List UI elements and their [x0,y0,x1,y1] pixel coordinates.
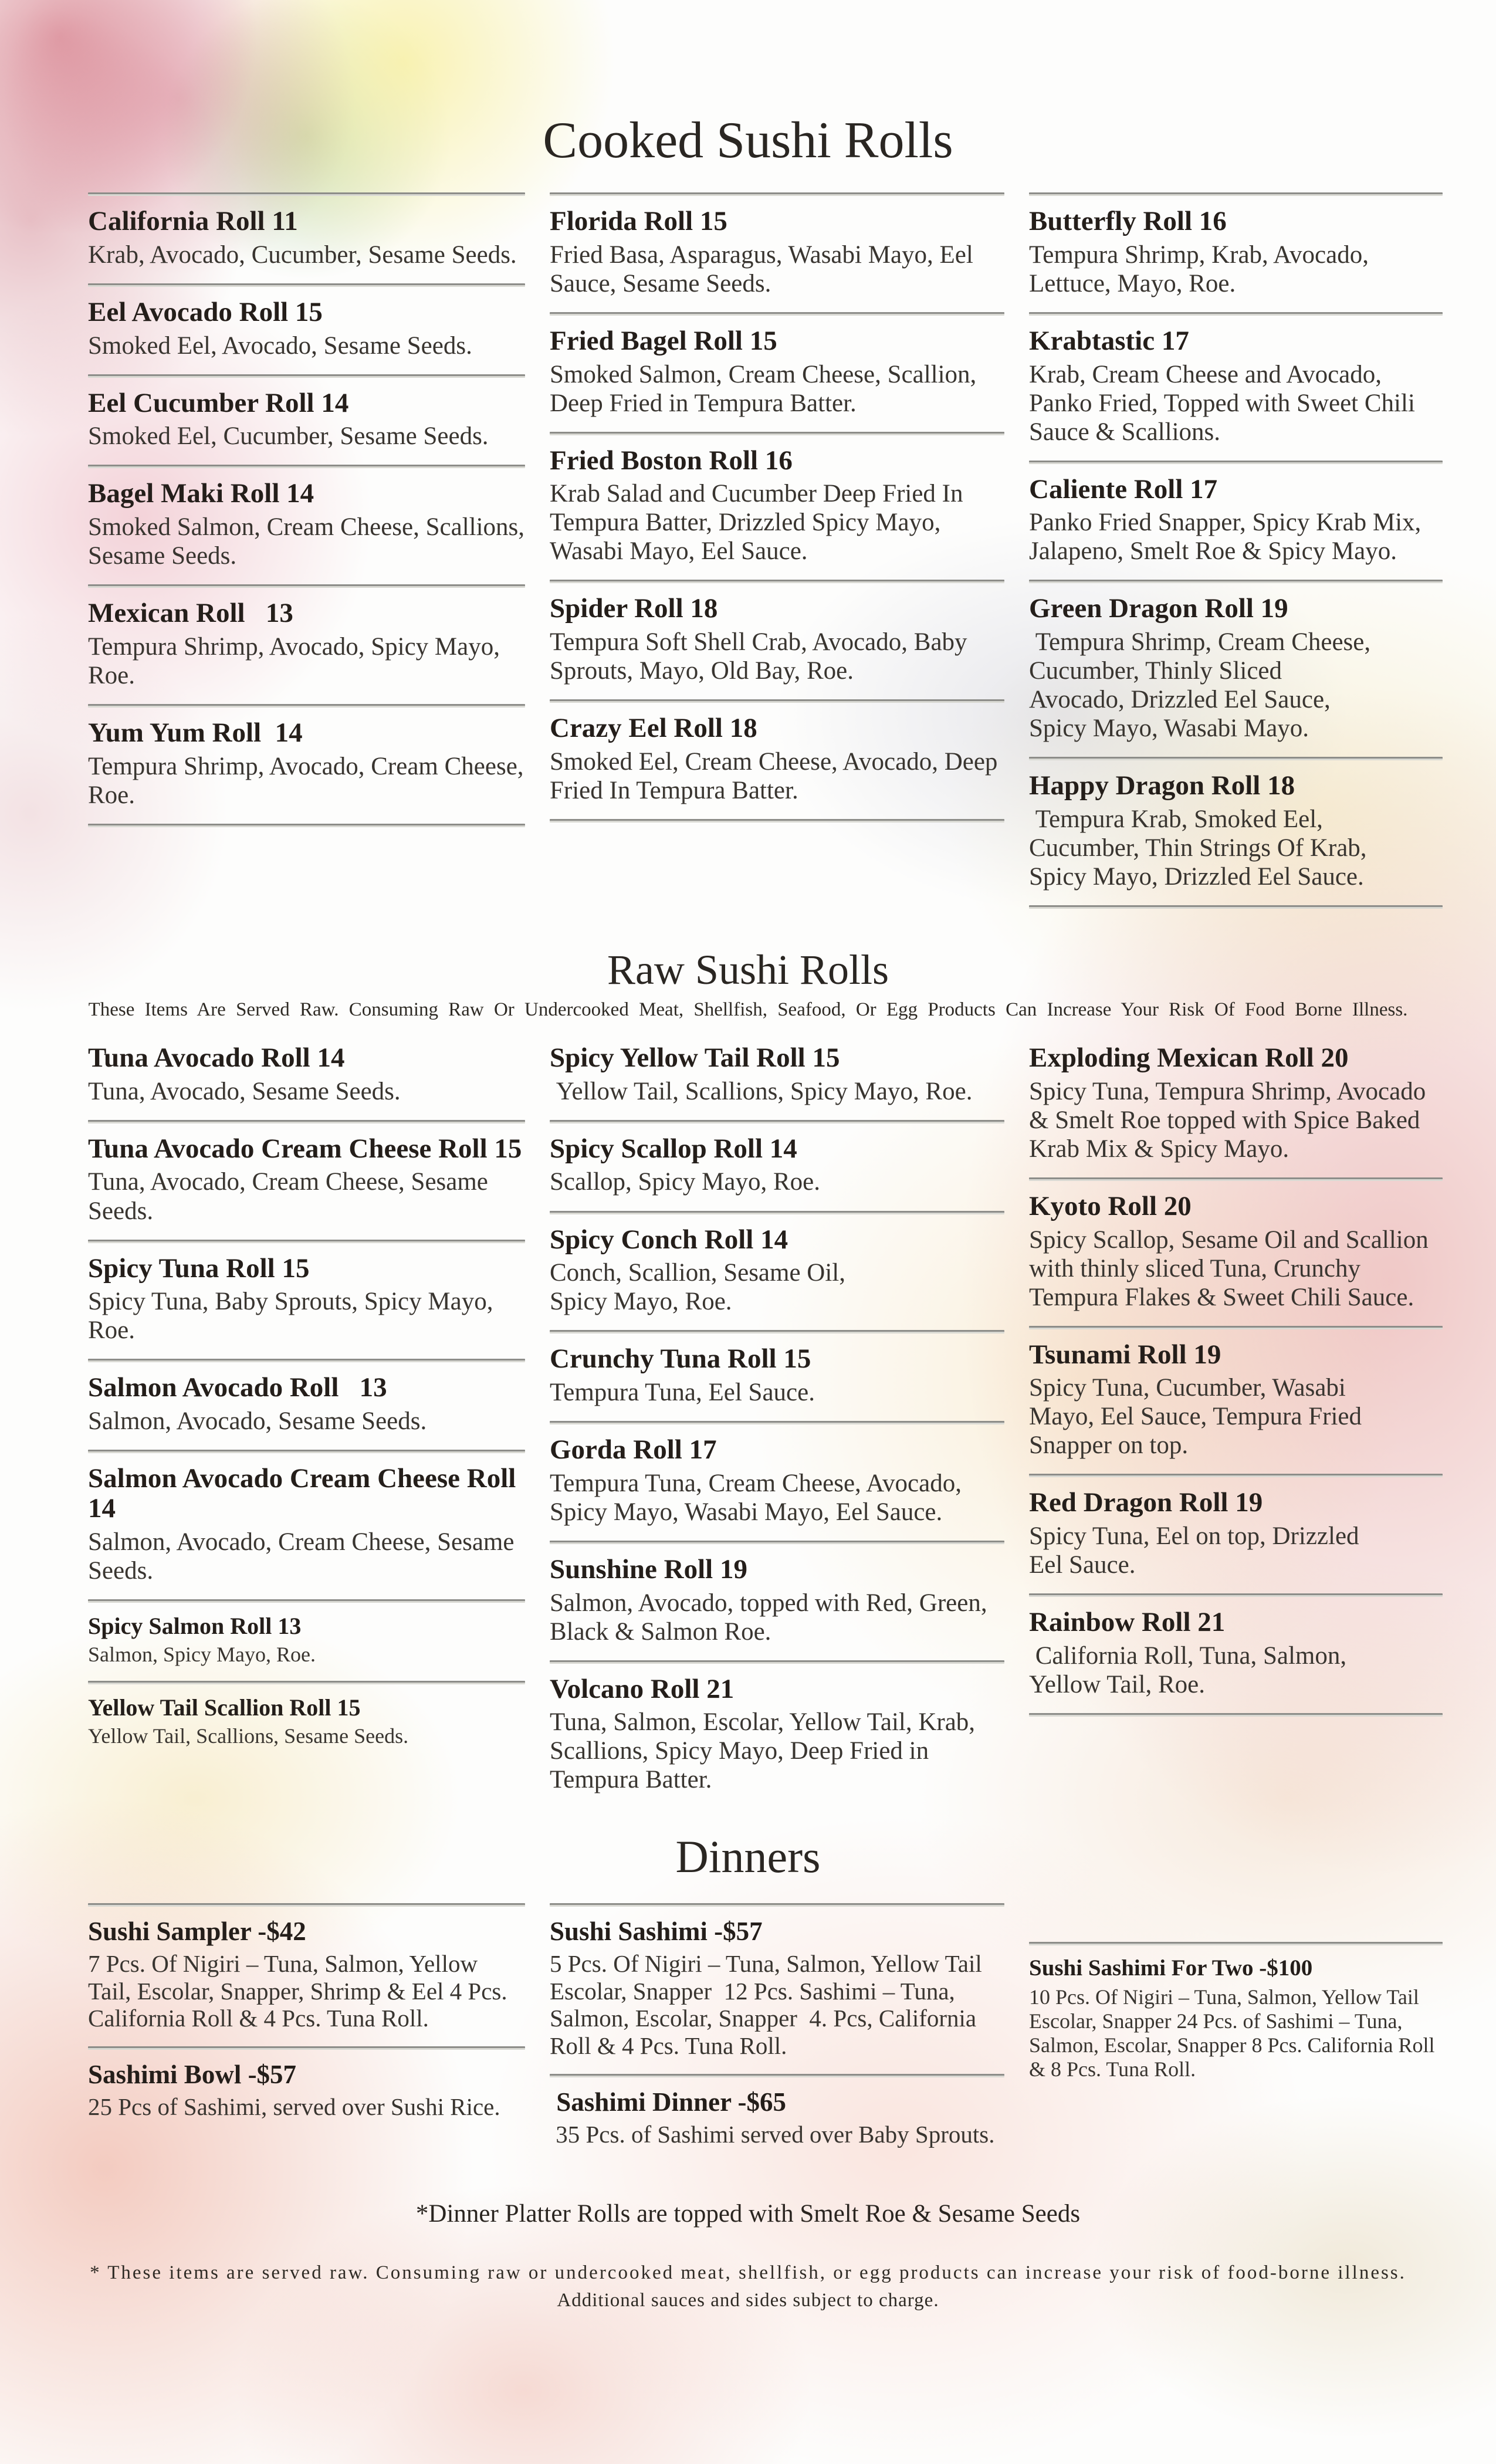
item-name: Sushi Sashimi -$57 [550,1917,763,1947]
item-desc: Tempura Shrimp, Cream Cheese, Cucumber, Thinly Sliced Avocado, Drizzled Eel Sauce, Spicy Mayo, Wasabi Mayo. [1029,628,1371,743]
raw-col-3 [1029,1042,1443,1726]
menu-item [88,1694,525,1751]
divider [1029,312,1443,316]
menu-item [550,1343,1004,1409]
menu-item [88,2059,525,2123]
item-desc: Tempura Shrimp, Krab, Avocado, Lettuce, Mayo, Roe. [1029,241,1369,297]
item-name: Spicy Tuna Roll 15 [88,1253,310,1284]
item-name: Tuna Avocado Roll 14 [88,1042,345,1073]
cooked-col-3 [1029,192,1443,918]
menu-item [550,1673,1004,1797]
item-name: Eel Cucumber Roll 14 [88,387,349,418]
divider [88,283,525,287]
divider [1029,1177,1443,1181]
divider [550,1421,1004,1424]
raw-section-title: Raw Sushi Rolls [607,946,889,993]
item-desc: Salmon, Avocado, Cream Cheese, Sesame Seeds. [88,1528,515,1585]
divider [88,704,525,708]
item-name: Sushi Sampler -$42 [88,1917,306,1947]
item-desc: Spicy Tuna, Cucumber, Wasabi Mayo, Eel Sauce, Tempura Fried Snapper on top. [1029,1374,1362,1460]
menu-item [550,1042,1004,1108]
item-name: Red Dragon Roll 19 [1029,1487,1263,1518]
item-desc: Tuna, Avocado, Cream Cheese, Sesame Seeds. [88,1168,488,1225]
item-desc: Conch, Scallion, Sesame Oil, Spicy Mayo, Roe. [550,1259,845,1316]
menu-item [1029,1339,1443,1463]
menu-item [1029,325,1443,449]
item-name: Spider Roll 18 [550,593,718,624]
cooked-col-1 [88,192,525,837]
item-desc: Spicy Tuna, Baby Sprouts, Spicy Mayo, Roe. [88,1288,493,1345]
divider [88,374,525,378]
footnote-raw-warning: * These items are served raw. Consuming raw or undercooked meat, shellfish, or egg products can increase your risk of food-borne illness. [90,2262,1406,2284]
item-desc: 35 Pcs. of Sashimi served over Baby Sprouts. [550,2120,995,2148]
divider [550,1211,1004,1214]
divider [88,1450,525,1453]
raw-section-columns [0,1042,1496,1796]
item-desc: 25 Pcs of Sashimi, served over Sushi Rice. [88,2093,500,2120]
item-desc: Tuna, Salmon, Escolar, Yellow Tail, Krab, Scallions, Spicy Mayo, Deep Fried in Tempura Batter. [550,1708,976,1794]
item-name: Spicy Conch Roll 14 [550,1224,788,1255]
item-desc: Krab Salad and Cucumber Deep Fried In Tempura Batter, Drizzled Spicy Mayo, Wasabi Mayo, Eel Sauce. [550,480,963,566]
item-name: Kyoto Roll 20 [1029,1190,1192,1221]
menu-item [1029,1042,1443,1166]
item-desc: Tuna, Avocado, Sesame Seeds. [88,1077,401,1105]
item-desc: Scallop, Spicy Mayo, Roe. [550,1168,821,1196]
menu-item [550,712,1004,807]
menu-item [88,205,525,272]
cooked-section-columns [0,192,1496,918]
divider [1029,1713,1443,1717]
item-desc: Smoked Eel, Avocado, Sesame Seeds. [88,331,472,360]
item-desc: 5 Pcs. Of Nigiri – Tuna, Salmon, Yellow Tail Escolar, Snapper 12 Pcs. Sashimi – Tuna, Salmon, Escolar, Snapper 4. Pcs, California Roll & 4 Pcs. Tuna Roll. [550,1950,982,2060]
item-name: Tsunami Roll 19 [1029,1339,1221,1370]
divider [550,580,1004,583]
divider [88,192,525,196]
item-desc: Smoked Salmon, Cream Cheese, Scallion, Deep Fried in Tempura Batter. [550,360,977,417]
menu-item [88,1133,525,1228]
item-name: Sushi Sashimi For Two -$100 [1029,1955,1313,1981]
item-desc: Krab, Avocado, Cucumber, Sesame Seeds. [88,241,517,269]
item-name: Spicy Salmon Roll 13 [88,1612,302,1639]
divider [1029,192,1443,196]
item-name: Rainbow Roll 21 [1029,1607,1226,1638]
item-name: Sunshine Roll 19 [550,1553,747,1585]
item-desc: Fried Basa, Asparagus, Wasabi Mayo, Eel Sauce, Sesame Seeds. [550,241,973,297]
item-desc: Salmon, Avocado, topped with Red, Green, Black & Salmon Roe. [550,1589,987,1646]
item-name: Tuna Avocado Cream Cheese Roll 15 [88,1133,522,1164]
menu-item [550,1434,1004,1529]
item-name: Caliente Roll 17 [1029,473,1218,505]
divider [88,584,525,588]
menu-item [88,1042,525,1108]
item-name: Salmon Avocado Roll 13 [88,1372,387,1403]
raw-col-2 [550,1042,1004,1796]
divider [550,1120,1004,1123]
footnote-dinner-rolls: *Dinner Platter Rolls are topped with Smelt Roe & Sesame Seeds [415,2200,1081,2228]
item-name: Sashimi Dinner -$65 [550,2087,786,2117]
item-desc: Tempura Krab, Smoked Eel, Cucumber, Thin Strings Of Krab, Spicy Mayo, Drizzled Eel Sauce. [1029,805,1367,891]
divider [88,1120,525,1123]
divider [550,699,1004,703]
divider [1029,757,1443,760]
menu-item [1029,593,1443,745]
menu-item [1029,205,1443,300]
divider [88,824,525,827]
item-desc: 7 Pcs. Of Nigiri – Tuna, Salmon, Yellow Tail, Escolar, Snapper, Shrimp & Eel 4 Pcs. California Roll & 4 Pcs. Tuna Roll. [88,1950,507,2032]
menu-item [1029,1606,1443,1701]
dinners-section-columns [0,1903,1496,2150]
item-name: Gorda Roll 17 [550,1434,717,1465]
item-name: Crunchy Tuna Roll 15 [550,1343,811,1375]
item-name: Yum Yum Roll 14 [88,717,303,748]
item-desc: Krab, Cream Cheese and Avocado, Panko Fried, Topped with Sweet Chili Sauce & Scallions. [1029,360,1415,446]
dinners-col-1 [88,1903,525,2123]
item-name: Butterfly Roll 16 [1029,206,1227,236]
menu-item [1029,1487,1443,1582]
menu-item [550,2087,1004,2150]
item-desc: Salmon, Spicy Mayo, Roe. [88,1642,316,1666]
divider [550,1541,1004,1544]
item-name: Bagel Maki Roll 14 [88,478,314,509]
item-desc: Smoked Eel, Cucumber, Sesame Seeds. [88,422,489,451]
divider [550,1660,1004,1664]
divider [1029,905,1443,909]
item-desc: California Roll, Tuna, Salmon, Yellow Tail, Roe. [1029,1641,1347,1698]
dinners-col-2 [550,1903,1004,2150]
divider [1029,1326,1443,1329]
item-name: Volcano Roll 21 [550,1673,735,1704]
item-desc: Tempura Shrimp, Avocado, Spicy Mayo, Roe. [88,632,500,689]
divider [88,465,525,468]
item-name: Exploding Mexican Roll 20 [1029,1042,1349,1073]
item-name: Spicy Yellow Tail Roll 15 [550,1042,840,1073]
menu-item [88,1463,525,1588]
divider [88,1240,525,1243]
divider [550,2074,1004,2077]
menu-item [550,1553,1004,1649]
menu-item [550,1916,1004,2062]
divider [88,2046,525,2050]
item-desc: Spicy Tuna, Tempura Shrimp, Avocado & Smelt Roe topped with Spice Baked Krab Mix & Spicy Mayo. [1029,1077,1426,1163]
divider [550,819,1004,823]
divider [88,1359,525,1362]
cooked-col-2 [550,192,1004,832]
item-desc: Spicy Scallop, Sesame Oil and Scallion with thinly sliced Tuna, Crunchy Tempura Flakes & Sweet Chili Sauce. [1029,1226,1429,1311]
menu-item [550,325,1004,420]
menu-item [88,387,525,453]
menu-item [88,296,525,363]
item-desc: Panko Fried Snapper, Spicy Krab Mix, Jalapeno, Smelt Roe & Spicy Mayo. [1029,509,1421,566]
raw-disclaimer: These Items Are Served Raw. Consuming Raw Or Undercooked Meat, Shellfish, Seafood, Or Egg Products Can Increase Your Risk Of Food Borne Illness. [88,999,1408,1020]
divider [550,432,1004,435]
footnotes [0,2199,1496,2311]
item-name: Fried Boston Roll 16 [550,445,793,476]
menu-item [1029,473,1443,568]
raw-col-1 [88,1042,525,1751]
divider [550,192,1004,196]
item-name: Fried Bagel Roll 15 [550,325,777,356]
item-name: Mexican Roll 13 [88,598,293,629]
menu-item [88,1612,525,1669]
cooked-section-title: Cooked Sushi Rolls [543,112,953,169]
item-desc: Tempura Tuna, Eel Sauce. [550,1379,815,1407]
item-desc: Salmon, Avocado, Sesame Seeds. [88,1407,427,1436]
divider [1029,1942,1443,1945]
menu-item [1029,1190,1443,1314]
menu-item [1029,770,1443,893]
divider [550,1330,1004,1333]
dinners-col-3 [1029,1903,1443,2083]
divider [88,1599,525,1603]
item-name: Salmon Avocado Cream Cheese Roll 14 [88,1463,516,1524]
menu-item [550,1224,1004,1319]
divider [1029,461,1443,464]
item-name: Sashimi Bowl -$57 [88,2060,297,2090]
item-desc: Smoked Salmon, Cream Cheese, Scallions, Sesame Seeds. [88,513,525,570]
menu-item [88,1916,525,2035]
item-desc: Tempura Soft Shell Crab, Avocado, Baby Sprouts, Mayo, Old Bay, Roe. [550,628,967,685]
divider [550,312,1004,316]
menu-item [550,593,1004,688]
divider [88,1681,525,1684]
item-name: California Roll 11 [88,206,298,236]
item-name: Krabtastic 17 [1029,325,1189,356]
menu-item [88,717,525,812]
item-desc: Yellow Tail, Scallions, Sesame Seeds. [88,1724,409,1748]
menu-item [88,597,525,692]
menu-item [88,1253,525,1348]
item-name: Florida Roll 15 [550,206,727,236]
divider [1029,1593,1443,1597]
item-name: Happy Dragon Roll 18 [1029,770,1295,801]
item-desc: Spicy Tuna, Eel on top, Drizzled Eel Sauce. [1029,1522,1359,1579]
dinners-section-title: Dinners [675,1831,821,1883]
item-name: Spicy Scallop Roll 14 [550,1133,797,1164]
item-desc: Tempura Shrimp, Avocado, Cream Cheese, Roe. [88,752,524,809]
item-name: Green Dragon Roll 19 [1029,593,1288,624]
item-name: Yellow Tail Scallion Roll 15 [88,1694,361,1721]
menu-item [1029,1955,1443,2083]
item-desc: Yellow Tail, Scallions, Spicy Mayo, Roe. [550,1077,973,1105]
menu-item [550,1133,1004,1199]
divider [88,1903,525,1907]
item-desc: Tempura Tuna, Cream Cheese, Avocado, Spicy Mayo, Wasabi Mayo, Eel Sauce. [550,1469,962,1526]
menu-item [550,205,1004,300]
divider [1029,580,1443,583]
item-name: Eel Avocado Roll 15 [88,296,323,327]
item-name: Crazy Eel Roll 18 [550,713,757,744]
item-desc: Smoked Eel, Cream Cheese, Avocado, Deep Fried In Tempura Batter. [550,747,998,804]
footnote-charges: Additional sauces and sides subject to charge. [557,2290,939,2311]
menu-item [550,445,1004,568]
menu-item [88,1372,525,1438]
item-desc: 10 Pcs. Of Nigiri – Tuna, Salmon, Yellow Tail Escolar, Snapper 24 Pcs. of Sashimi – Tuna, Salmon, Escolar, Snapper 8 Pcs. California Roll & 8 Pcs. Tuna Roll. [1029,1985,1435,2081]
divider [550,1903,1004,1907]
divider [1029,1474,1443,1477]
menu-item [88,478,525,573]
